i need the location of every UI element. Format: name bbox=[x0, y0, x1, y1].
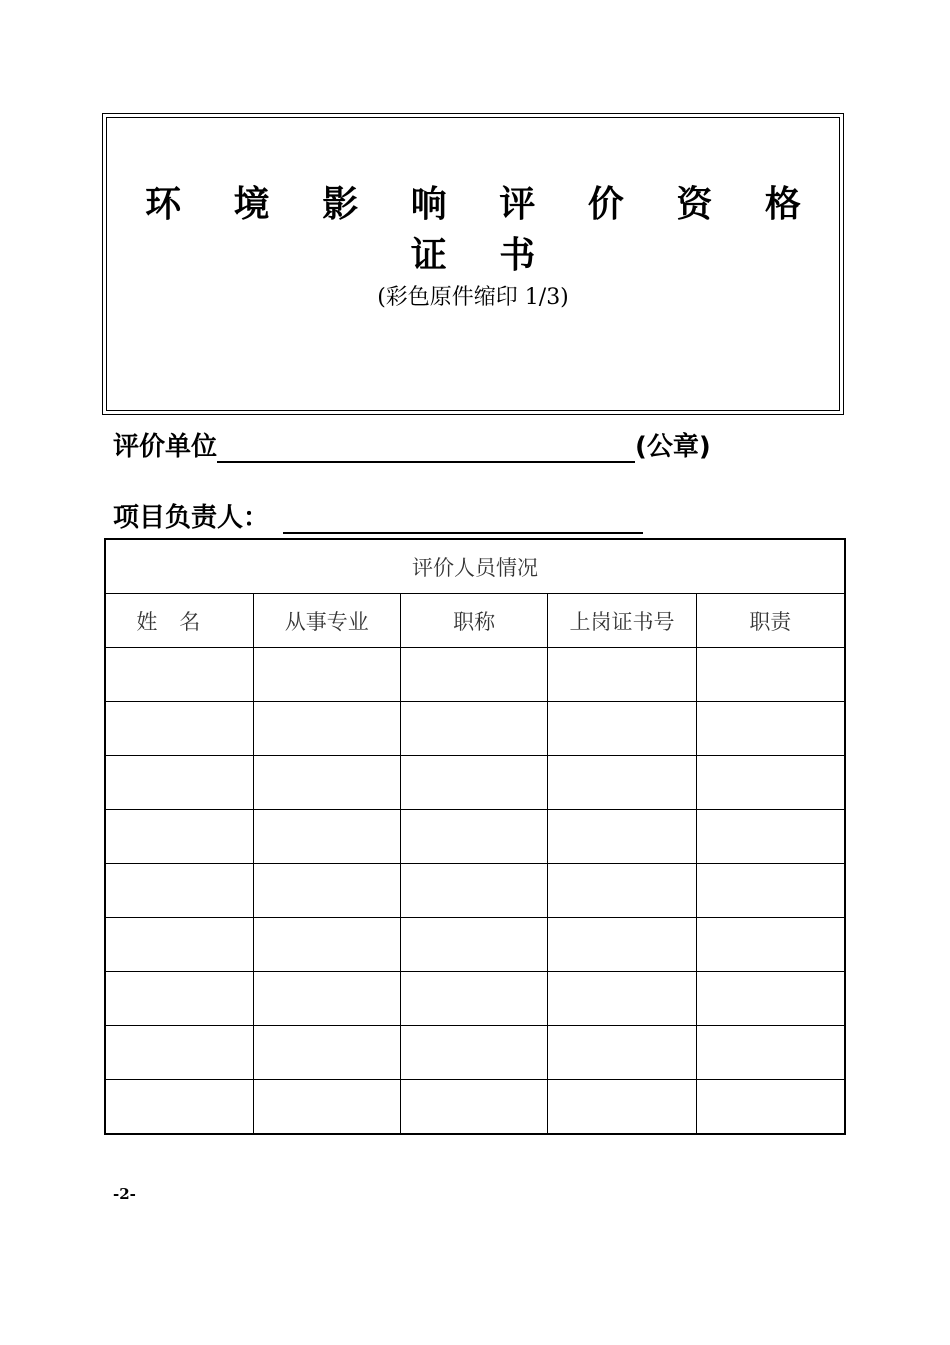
table-cell-specialty[interactable] bbox=[253, 918, 400, 972]
evaluation-unit-field bbox=[113, 426, 711, 463]
project-leader-label: 项目负责人： bbox=[113, 503, 270, 533]
table-cell-specialty[interactable] bbox=[253, 972, 400, 1026]
column-header-specialty: 从事专业 bbox=[253, 594, 400, 648]
table-cell-specialty[interactable] bbox=[253, 702, 400, 756]
table-cell-duty[interactable] bbox=[696, 702, 845, 756]
table-caption: 评价人员情况 bbox=[105, 539, 845, 594]
table-cell-duty[interactable] bbox=[696, 756, 845, 810]
table-cell-duty[interactable] bbox=[696, 1080, 845, 1135]
table-cell-certificate-no[interactable] bbox=[548, 1080, 696, 1135]
certificate-box bbox=[102, 113, 844, 415]
table-row bbox=[105, 702, 845, 756]
certificate-subtitle: (彩色原件缩印 1/3) bbox=[377, 285, 569, 310]
table-cell-certificate-no[interactable] bbox=[548, 810, 696, 864]
table-cell-name[interactable] bbox=[105, 1080, 253, 1135]
table-cell-duty[interactable] bbox=[696, 918, 845, 972]
table-row bbox=[105, 918, 845, 972]
table-cell-specialty[interactable] bbox=[253, 864, 400, 918]
table-caption-row bbox=[105, 539, 845, 594]
page-number: -2- bbox=[113, 1185, 136, 1203]
column-header-title: 职称 bbox=[400, 594, 547, 648]
table-cell-name[interactable] bbox=[105, 864, 253, 918]
table-cell-certificate-no[interactable] bbox=[548, 756, 696, 810]
table-header-row bbox=[105, 594, 845, 648]
table-cell-specialty[interactable] bbox=[253, 756, 400, 810]
table-cell-name[interactable] bbox=[105, 648, 253, 702]
table-cell-title[interactable] bbox=[400, 1080, 547, 1135]
column-header-name: 姓名 bbox=[105, 594, 253, 648]
table-cell-specialty[interactable] bbox=[253, 1080, 400, 1135]
table-cell-name[interactable] bbox=[105, 810, 253, 864]
table-cell-certificate-no[interactable] bbox=[548, 972, 696, 1026]
table-cell-title[interactable] bbox=[400, 756, 547, 810]
table-row bbox=[105, 756, 845, 810]
table-row bbox=[105, 1080, 845, 1135]
table-cell-duty[interactable] bbox=[696, 864, 845, 918]
table-row bbox=[105, 810, 845, 864]
table-row bbox=[105, 648, 845, 702]
staff-table bbox=[104, 538, 846, 1135]
certificate-title: 环 境 影 响 评 价 资 格 证 书 bbox=[145, 184, 821, 276]
table-cell-duty[interactable] bbox=[696, 1026, 845, 1080]
table-cell-title[interactable] bbox=[400, 810, 547, 864]
table-cell-name[interactable] bbox=[105, 1026, 253, 1080]
table-cell-title[interactable] bbox=[400, 1026, 547, 1080]
table-cell-certificate-no[interactable] bbox=[548, 702, 696, 756]
certificate-inner-border bbox=[106, 117, 840, 411]
table-cell-specialty[interactable] bbox=[253, 648, 400, 702]
table-cell-certificate-no[interactable] bbox=[548, 648, 696, 702]
table-cell-title[interactable] bbox=[400, 918, 547, 972]
evaluation-unit-suffix: (公章) bbox=[635, 432, 711, 462]
evaluation-unit-label: 评价单位 bbox=[113, 432, 218, 462]
table-cell-title[interactable] bbox=[400, 648, 547, 702]
project-leader-blank[interactable] bbox=[283, 504, 643, 534]
table-cell-name[interactable] bbox=[105, 918, 253, 972]
table-cell-title[interactable] bbox=[400, 702, 547, 756]
table-row bbox=[105, 972, 845, 1026]
column-header-duty: 职责 bbox=[696, 594, 845, 648]
table-cell-certificate-no[interactable] bbox=[548, 918, 696, 972]
table-cell-title[interactable] bbox=[400, 864, 547, 918]
table-cell-duty[interactable] bbox=[696, 648, 845, 702]
table-cell-specialty[interactable] bbox=[253, 810, 400, 864]
column-header-certificate-no: 上岗证书号 bbox=[548, 594, 696, 648]
table-row bbox=[105, 1026, 845, 1080]
table-cell-duty[interactable] bbox=[696, 810, 845, 864]
table-cell-title[interactable] bbox=[400, 972, 547, 1026]
table-cell-name[interactable] bbox=[105, 702, 253, 756]
table-cell-specialty[interactable] bbox=[253, 1026, 400, 1080]
table-row bbox=[105, 864, 845, 918]
table-cell-certificate-no[interactable] bbox=[548, 1026, 696, 1080]
table-cell-certificate-no[interactable] bbox=[548, 864, 696, 918]
table-cell-name[interactable] bbox=[105, 972, 253, 1026]
table-cell-name[interactable] bbox=[105, 756, 253, 810]
table-cell-duty[interactable] bbox=[696, 972, 845, 1026]
project-leader-field bbox=[113, 497, 643, 534]
evaluation-unit-blank[interactable] bbox=[217, 433, 635, 463]
